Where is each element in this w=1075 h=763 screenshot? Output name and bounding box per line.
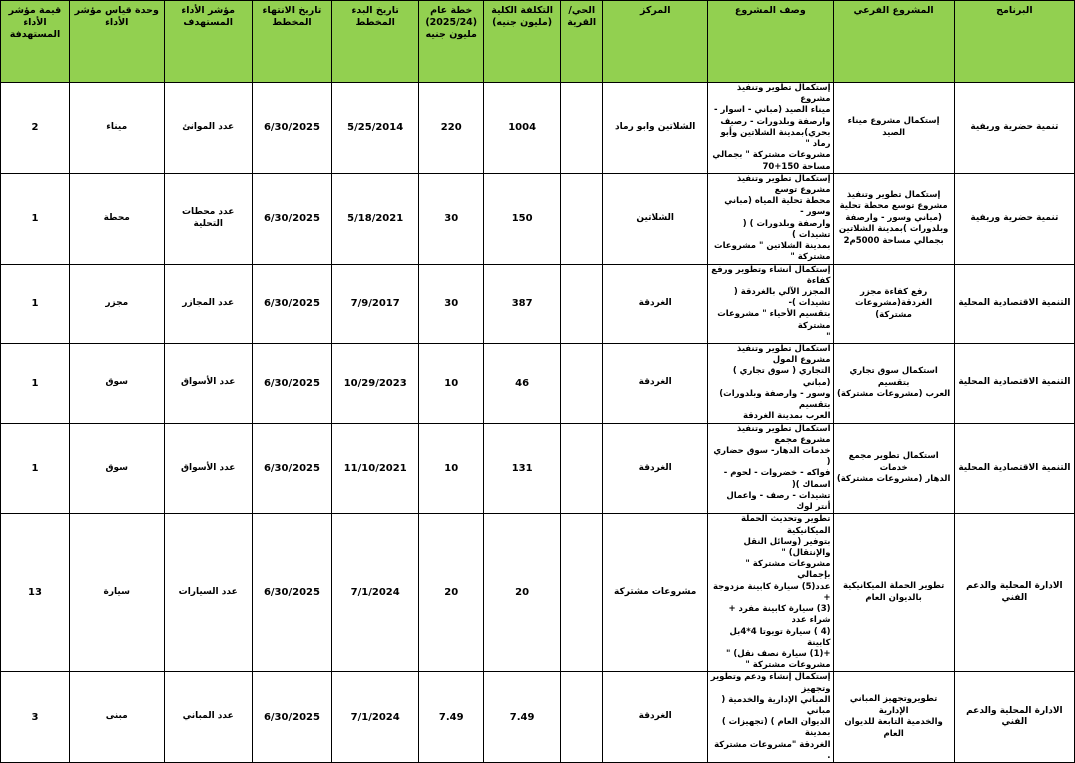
cell-subproject: إستكمال مشروع ميناء الصيد <box>833 83 954 174</box>
table-row <box>1 83 1075 174</box>
cell-plan-year: 220 <box>419 83 484 174</box>
header-center: المركز <box>603 1 708 83</box>
cell-village <box>561 264 603 344</box>
cell-program: الادارة المحلية والدعم الفني <box>954 672 1074 763</box>
cell-center: الشلاتين وابو رماد <box>603 83 708 174</box>
header-subproject: المشروع الفرعي <box>833 1 954 83</box>
cell-subproject: تطوير الحملة الميكانيكية بالديوان العام <box>833 514 954 672</box>
cell-unit: سيارة <box>69 514 164 672</box>
cell-target-value: 13 <box>1 514 70 672</box>
cell-center: الغردقة <box>603 672 708 763</box>
cell-description: إستكمال إنشاء ودعم وتطوير وتجهيز المباني الإدارية والخدمية ( مباني الديوان العام ) (تجهيزات ) بمدينة الغردقة "مشروعات مشتركة . <box>708 672 833 763</box>
cell-plan-year: 30 <box>419 173 484 264</box>
table-row <box>1 173 1075 264</box>
cell-total-cost: 20 <box>484 514 561 672</box>
cell-total-cost: 150 <box>484 173 561 264</box>
cell-description: استكمال تطوير وتنفيذ مشروع مجمع خدمات الدهار- سوق حضاري ( فواكه - خضروات - لحوم - اسماك )( تشيدات - رصف - واعمال أنتر لوك <box>708 423 833 514</box>
header-unit: وحدة قياس مؤشر الأداء <box>69 1 164 83</box>
cell-plan-year: 10 <box>419 344 484 424</box>
table-row <box>1 514 1075 672</box>
cell-unit: سوق <box>69 344 164 424</box>
cell-description: إستكمال انشاء وتطوير ورفع كفاءة المجزر الآلي بالغردقة ( تشيدات )- بتقسيم الأحياء " مشروعات مشتركة " <box>708 264 833 344</box>
cell-target-value: 1 <box>1 173 70 264</box>
cell-end-date: 6/30/2025 <box>252 672 331 763</box>
cell-center: الشلاتين <box>603 173 708 264</box>
cell-program: التنمية الاقتصادية المحلية <box>954 264 1074 344</box>
header-row <box>1 1 1075 83</box>
cell-subproject: تطويروتجهيز المباني الإدارية والخدمية التابعة للديوان العام <box>833 672 954 763</box>
table-row <box>1 344 1075 424</box>
table-header <box>1 1 1075 83</box>
cell-indicator: عدد المجازر <box>164 264 252 344</box>
cell-end-date: 6/30/2025 <box>252 173 331 264</box>
header-plan-year: خطة عام (2025/24) مليون جنيه <box>419 1 484 83</box>
cell-center: الغردقة <box>603 264 708 344</box>
cell-target-value: 2 <box>1 83 70 174</box>
cell-village <box>561 423 603 514</box>
cell-target-value: 3 <box>1 672 70 763</box>
cell-description: إستكمال تطوير وتنفيذ مشروع ميناء الصيد (مباني - اسوار - وارصفة وبلدورات - رصيف بحري)بمدينة الشلاتين وأبو رماد " مشروعات مشتركة " بجمالي مساحة 150+70 <box>708 83 833 174</box>
cell-end-date: 6/30/2025 <box>252 514 331 672</box>
table-row <box>1 672 1075 763</box>
header-program: البرنامج <box>954 1 1074 83</box>
cell-program: التنمية الاقتصادية المحلية <box>954 344 1074 424</box>
cell-target-value: 1 <box>1 423 70 514</box>
header-start-date: تاريخ البدء المخطط <box>332 1 419 83</box>
cell-total-cost: 387 <box>484 264 561 344</box>
cell-end-date: 6/30/2025 <box>252 83 331 174</box>
table-row <box>1 423 1075 514</box>
header-description: وصف المشروع <box>708 1 833 83</box>
cell-center: الغردقة <box>603 423 708 514</box>
cell-end-date: 6/30/2025 <box>252 344 331 424</box>
cell-village <box>561 173 603 264</box>
cell-village <box>561 83 603 174</box>
cell-start-date: 7/1/2024 <box>332 514 419 672</box>
cell-program: التنمية الاقتصادية المحلية <box>954 423 1074 514</box>
cell-unit: محطة <box>69 173 164 264</box>
cell-total-cost: 7.49 <box>484 672 561 763</box>
cell-total-cost: 1004 <box>484 83 561 174</box>
cell-subproject: استكمال تطوير مجمع خدمات الدهار (مشروعات مشتركة) <box>833 423 954 514</box>
cell-total-cost: 131 <box>484 423 561 514</box>
table-body <box>1 83 1075 763</box>
cell-unit: ميناء <box>69 83 164 174</box>
cell-start-date: 11/10/2021 <box>332 423 419 514</box>
cell-program: تنمية حضرية وريفية <box>954 173 1074 264</box>
cell-description: استكمال تطوير وتنفيذ مشروع المول التجاري ( سوق تجاري ) (مباني وسور - وارصفة وبلدورات) بتقسيم العرب بمدينة الغردقة <box>708 344 833 424</box>
cell-start-date: 7/1/2024 <box>332 672 419 763</box>
cell-indicator: عدد محطات التحلية <box>164 173 252 264</box>
cell-unit: مجزر <box>69 264 164 344</box>
header-end-date: تاريخ الانتهاء المخطط <box>252 1 331 83</box>
cell-program: الادارة المحلية والدعم الفني <box>954 514 1074 672</box>
cell-target-value: 1 <box>1 344 70 424</box>
header-indicator: مؤشر الأداء المستهدف <box>164 1 252 83</box>
header-target-value: قيمة مؤشر الأداء المستهدفة <box>1 1 70 83</box>
cell-indicator: عدد الأسواق <box>164 423 252 514</box>
cell-indicator: عدد الموانئ <box>164 83 252 174</box>
cell-indicator: عدد المباني <box>164 672 252 763</box>
cell-center: مشروعات مشتركة <box>603 514 708 672</box>
cell-center: الغردقة <box>603 344 708 424</box>
cell-total-cost: 46 <box>484 344 561 424</box>
cell-description: تطوير وتحديث الحملة الميكانيكية بتوفير (وسائل النقل والإنتقال) " مشروعات مشتركة " بإجمالي عدد(5) سيارة كابينة مزدوجة + (3) سيارة كابينة مفرد + شراء عدد (4 ) سيارة تويوتا 4*4بل كابينة +(1) سيارة نصف نقل) " مشروعات مشتركة " <box>708 514 833 672</box>
header-total-cost: التكلفة الكلية (مليون جنيه) <box>484 1 561 83</box>
cell-start-date: 5/25/2014 <box>332 83 419 174</box>
cell-village <box>561 344 603 424</box>
cell-plan-year: 10 <box>419 423 484 514</box>
cell-village <box>561 514 603 672</box>
cell-start-date: 7/9/2017 <box>332 264 419 344</box>
cell-start-date: 5/18/2021 <box>332 173 419 264</box>
header-village: الحي/ القرية <box>561 1 603 83</box>
cell-unit: مبنى <box>69 672 164 763</box>
cell-plan-year: 20 <box>419 514 484 672</box>
cell-end-date: 6/30/2025 <box>252 423 331 514</box>
cell-subproject: إستكمال تطوير وتنفيذ مشروع توسع محطة تحلية (مباني وسور - وارصفة وبلدورات )بمدينة الشلاتين بجمالي مساحة 5000م2 <box>833 173 954 264</box>
cell-plan-year: 7.49 <box>419 672 484 763</box>
cell-indicator: عدد السيارات <box>164 514 252 672</box>
cell-plan-year: 30 <box>419 264 484 344</box>
cell-subproject: استكمال سوق تجاري بتقسيم العرب (مشروعات مشتركة) <box>833 344 954 424</box>
cell-end-date: 6/30/2025 <box>252 264 331 344</box>
table-row <box>1 264 1075 344</box>
cell-village <box>561 672 603 763</box>
cell-description: إستكمال تطوير وتنفيذ مشروع توسع محطة تحلية المياه (مباني وسور - وارصفة وبلدورات ) ( تشيدات ) بمدينة الشلاتين " مشروعات مشتركة " <box>708 173 833 264</box>
cell-program: تنمية حضرية وريفية <box>954 83 1074 174</box>
cell-indicator: عدد الأسواق <box>164 344 252 424</box>
cell-start-date: 10/29/2023 <box>332 344 419 424</box>
cell-target-value: 1 <box>1 264 70 344</box>
cell-subproject: رفع كفاءة مجزر الغردقة(مشروعات مشتركة) <box>833 264 954 344</box>
cell-unit: سوق <box>69 423 164 514</box>
